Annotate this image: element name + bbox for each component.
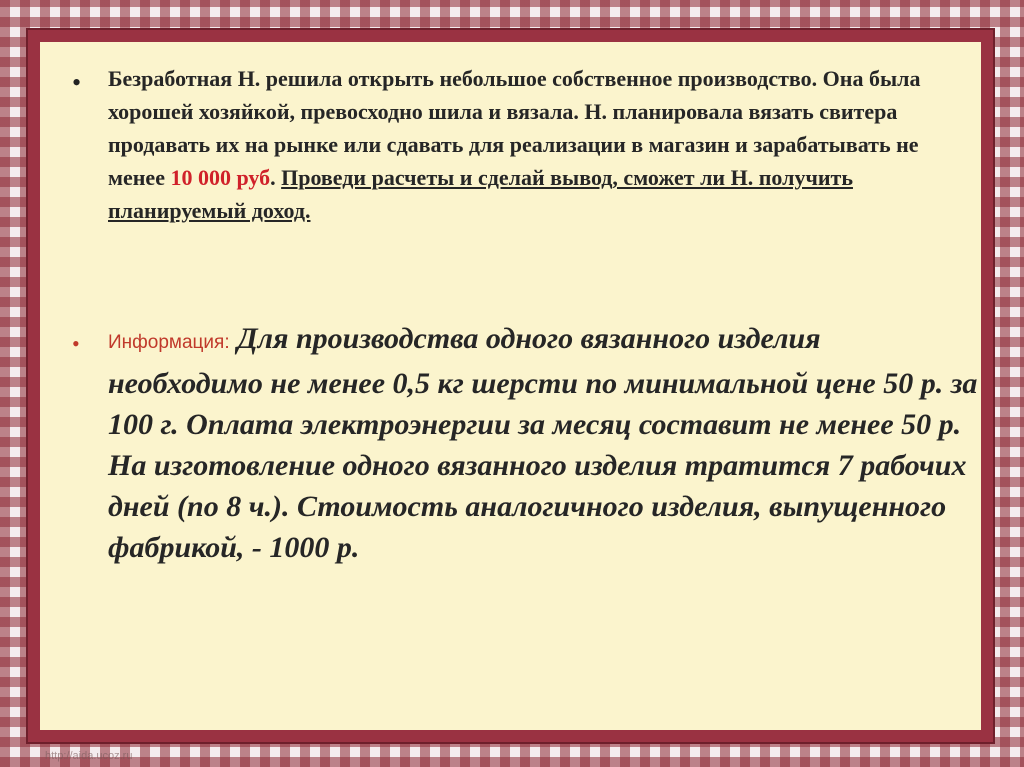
task-text: Проведи расчеты и сделай вывод, сможет ли Н. получить планируемый доход.: [108, 165, 853, 223]
footer-watermark-url: http://aida.ucoz.ru: [45, 750, 133, 762]
bullet-2: •: [72, 331, 80, 356]
problem-separator: .: [270, 165, 282, 190]
bullet-1: •: [72, 68, 82, 97]
problem-paragraph: [108, 62, 938, 227]
problem-text: Безработная Н. решила открыть небольшое собственное производство. Она была хорошей хозяйкой, превосходно шила и вязала. Н. планировала вязать свитера продавать их на рынке или сдавать для реализации в магазин и зарабатывать не менее: [108, 66, 921, 190]
info-label: Информация:: [108, 332, 230, 353]
info-paragraph: [108, 318, 978, 568]
info-text: Для производства одного вязанного изделия необходимо не менее 0,5 кг шерсти по минимальной цене 50 р. за 100 г. Оплата электроэнергии за месяц составит не менее 50 р. На изготовление одного вязанного изделия тратится 7 рабочих дней (по 8 ч.). Стоимость аналогичного изделия, выпущенного фабрикой, - 1000 р.: [108, 322, 978, 564]
slide-panel: [28, 30, 993, 742]
target-amount: 10 000 руб: [170, 165, 271, 190]
